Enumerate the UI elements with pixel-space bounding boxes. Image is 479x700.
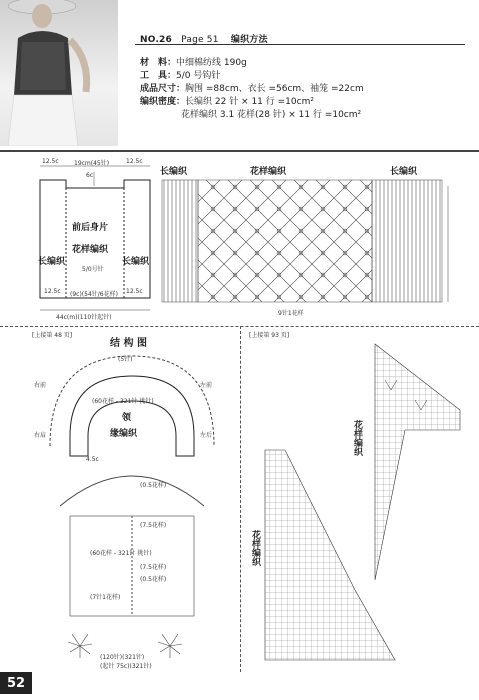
right-2: 左后 (200, 432, 213, 439)
spec-gauge: 编织密度：长编织 22 针 × 11 行 =10cm² (140, 97, 314, 107)
dim-bottom-left: 12.5c (44, 288, 61, 295)
dim-bottom-mid: (9c)(54针/6花样) (70, 291, 118, 298)
sleeve-bottom: (120针)(321针) (100, 654, 145, 661)
structure-diagram (30, 330, 235, 670)
ref-right: [上接第 93 页] (249, 332, 290, 339)
triangle-charts (245, 330, 470, 670)
model-photo (0, 0, 118, 146)
pattern-number: NO.26 (140, 35, 172, 45)
center-pattern: 花样编织 (72, 245, 109, 255)
spec-size: 成品尺寸：胸围 =88cm、衣长 =56cm、袖笼 =22cm (140, 84, 364, 94)
spec-tools: 工 具：5/0 号钩针 (140, 71, 221, 81)
chart-left-label: 长编织 (160, 167, 188, 177)
sleeve-bottom-2: (起针 75c)(321针) (100, 663, 152, 670)
left-2: 右肩 (34, 432, 47, 439)
page-number: 52 (0, 672, 32, 694)
collar-label-2: 缘编织 (110, 429, 138, 439)
header-rule (135, 44, 465, 45)
chart-mid-label: 花样编织 (250, 167, 287, 177)
left-label: 长编织 (38, 257, 66, 267)
center-hook: 5/0号针 (82, 266, 104, 273)
sleeve-low3: (7针1花样) (90, 594, 121, 601)
spec-materials: 材 料：中细棉纺线 190g (140, 58, 247, 68)
upper-label: 花样编织 (352, 420, 362, 456)
sleeve-mid2: (60花样 - 321针 挑针) (90, 550, 152, 557)
sleeve-mid: (7.5花样) (140, 522, 167, 529)
sleeve-low2: (0.5花样) (140, 576, 167, 583)
structure-title: 结 构 图 (110, 338, 147, 349)
right-1: 左前 (200, 382, 213, 389)
bottom-note: 4.5c (86, 456, 99, 463)
center-title: 前后身片 (72, 223, 109, 233)
sleeve-top: (0.5花样) (140, 482, 167, 489)
right-label: 长编织 (122, 257, 150, 267)
stitch-chart (158, 160, 463, 318)
dim-top-right: 12.5c (126, 158, 143, 165)
left-1: 右前 (34, 382, 47, 389)
chart-right-label: 长编织 (390, 167, 418, 177)
collar-label: 领 (122, 413, 132, 423)
inner-note: (60花样 - 321针 挑针) (92, 398, 154, 405)
page-ref: Page 51 (181, 35, 219, 45)
dim-neck: 6c (86, 172, 94, 179)
dim-top-left: 12.5c (42, 158, 59, 165)
spec-gauge-2: 花样编织 3.1 花样(28 针) × 11 行 =10cm² (181, 110, 362, 120)
stitch-chart-grid (158, 176, 463, 308)
section-divider (0, 150, 479, 152)
section-title: 编织方法 (230, 35, 268, 45)
sleeve-low1: (7.5花样) (140, 564, 167, 571)
dim-bottom: 44c(m)(110针起针) (56, 314, 112, 321)
top-note: (5针) (118, 356, 133, 363)
center-divider (240, 326, 241, 672)
dim-top-mid: 19cm(45针) (74, 160, 110, 167)
lower-label: 花样编织 (250, 530, 260, 566)
chart-bottom-note: 9针1花样 (278, 310, 304, 317)
ref-left: [上接第 48 页] (32, 332, 73, 339)
dim-bottom-right: 12.5c (126, 288, 143, 295)
body-schematic (30, 158, 160, 323)
